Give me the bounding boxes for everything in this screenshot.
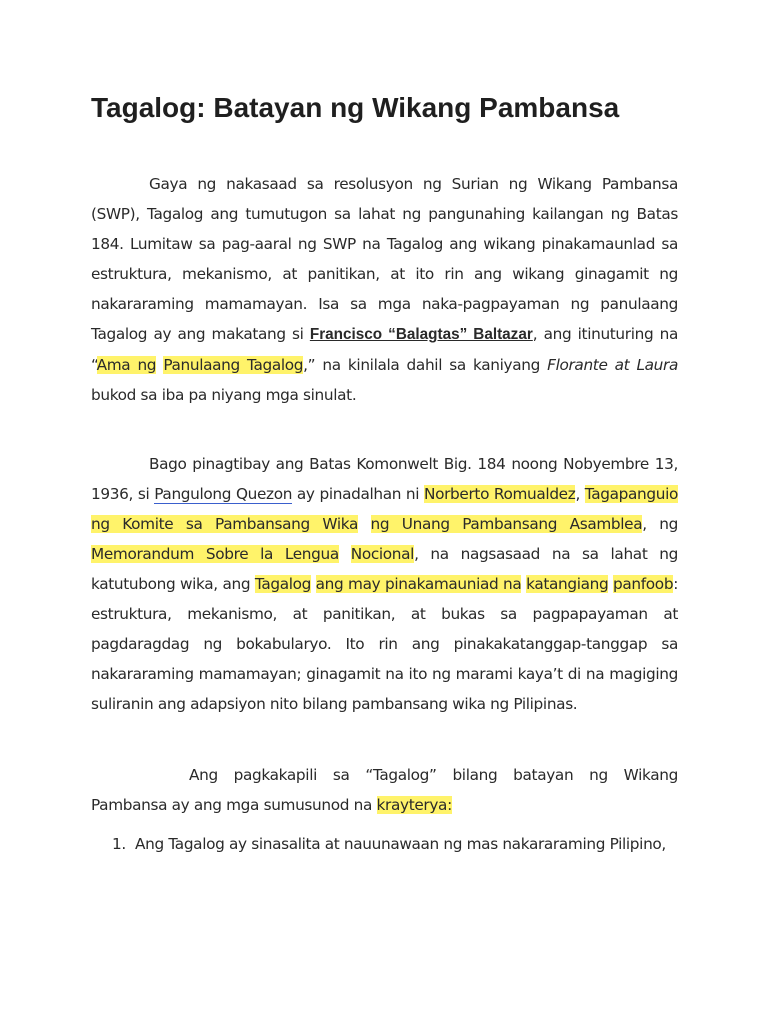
highlight: Tagapanguio ng Komite sa Pambansang Wika (91, 485, 679, 533)
text-span: ,” na kinilala dahil sa kaniyang (303, 356, 548, 374)
highlight: ang may pinakamauniad na (315, 575, 522, 593)
list-item-text: Ang Tagalog ay sinasalita at nauunawaan ng mas nakararaming Pilipino, (135, 835, 666, 853)
highlight: katangiang (526, 575, 609, 593)
text-span: : estruktura, mekanismo, at panitikan, at bukas sa pagpapayaman at pagdaragdag ng bokabularyo. Ito rin ang pinakakatanggap-tanggap sa nakararaming mamamayan; ginagamit na ito ng marami kaya’t di na magiging suliranin ang adapsiyon nito bilang pambansang wika ng Pilipinas. (91, 575, 678, 713)
document-title: Tagalog: Batayan ng Wikang Pambansa (91, 92, 620, 123)
text-span: Gaya ng nakasaad sa resolusyon ng Surian ng Wikang Pambansa (SWP), Tagalog ang tumutugon sa lahat ng pangunahing kailangan ng Batas 184. Lumitaw sa pag-aaral ng SWP na Tagalog ang wikang pinakamaunlad sa estruktura, mekanismo, at panitikan, at ito rin ang wikang ginagamit ng nakararaming mamamayan. Isa sa mga naka-pagpayaman ng panulaang Tagalog ay ang makatang si (91, 175, 678, 343)
list-item (91, 829, 678, 859)
highlight: Nocional (350, 545, 415, 563)
text-span (339, 545, 351, 563)
text-span: , (575, 485, 585, 503)
paragraph-1 (91, 169, 678, 410)
highlight: ng Unang Pambansang Asamblea (370, 515, 643, 533)
work-title: Florante at Laura (547, 356, 678, 374)
quezon-link[interactable]: Pangulong Quezon (154, 485, 293, 503)
text-span: Bago pinagtibay ang Batas Komonwelt Big. 184 noong Nobyembre 13, 1936, si (91, 455, 678, 503)
highlight: panfoob (613, 575, 674, 593)
text-span: , na nagsasaad na sa lahat ng katutubong wika, ang (91, 545, 679, 593)
text-span: Ang pagkakapili sa “Tagalog” bilang batayan ng Wikang Pambansa ay ang mga sumusunod na (91, 766, 678, 814)
highlight: Ama ng (96, 356, 157, 374)
text-span: ay pinadalhan ni (292, 485, 425, 503)
text-span (311, 575, 316, 593)
criteria-list (91, 829, 678, 859)
paragraph-3 (91, 760, 678, 820)
highlight: Memorandum Sobre la Lengua (91, 545, 339, 563)
highlight: krayterya: (376, 796, 452, 814)
list-number: 1. (112, 835, 126, 853)
text-span (358, 515, 371, 533)
text-span: , ang itinuturing na “ (91, 325, 679, 374)
highlight: Norberto Romualdez (424, 485, 576, 503)
text-span: , ng (642, 515, 678, 533)
paragraph-2 (91, 449, 678, 719)
author-name: Francisco “Balagtas” Baltazar (309, 326, 533, 343)
text-span: bukod sa iba pa niyang mga sinulat. (91, 386, 357, 404)
highlight: Panulaang Tagalog (163, 356, 304, 374)
highlight: Tagalog (254, 575, 311, 593)
